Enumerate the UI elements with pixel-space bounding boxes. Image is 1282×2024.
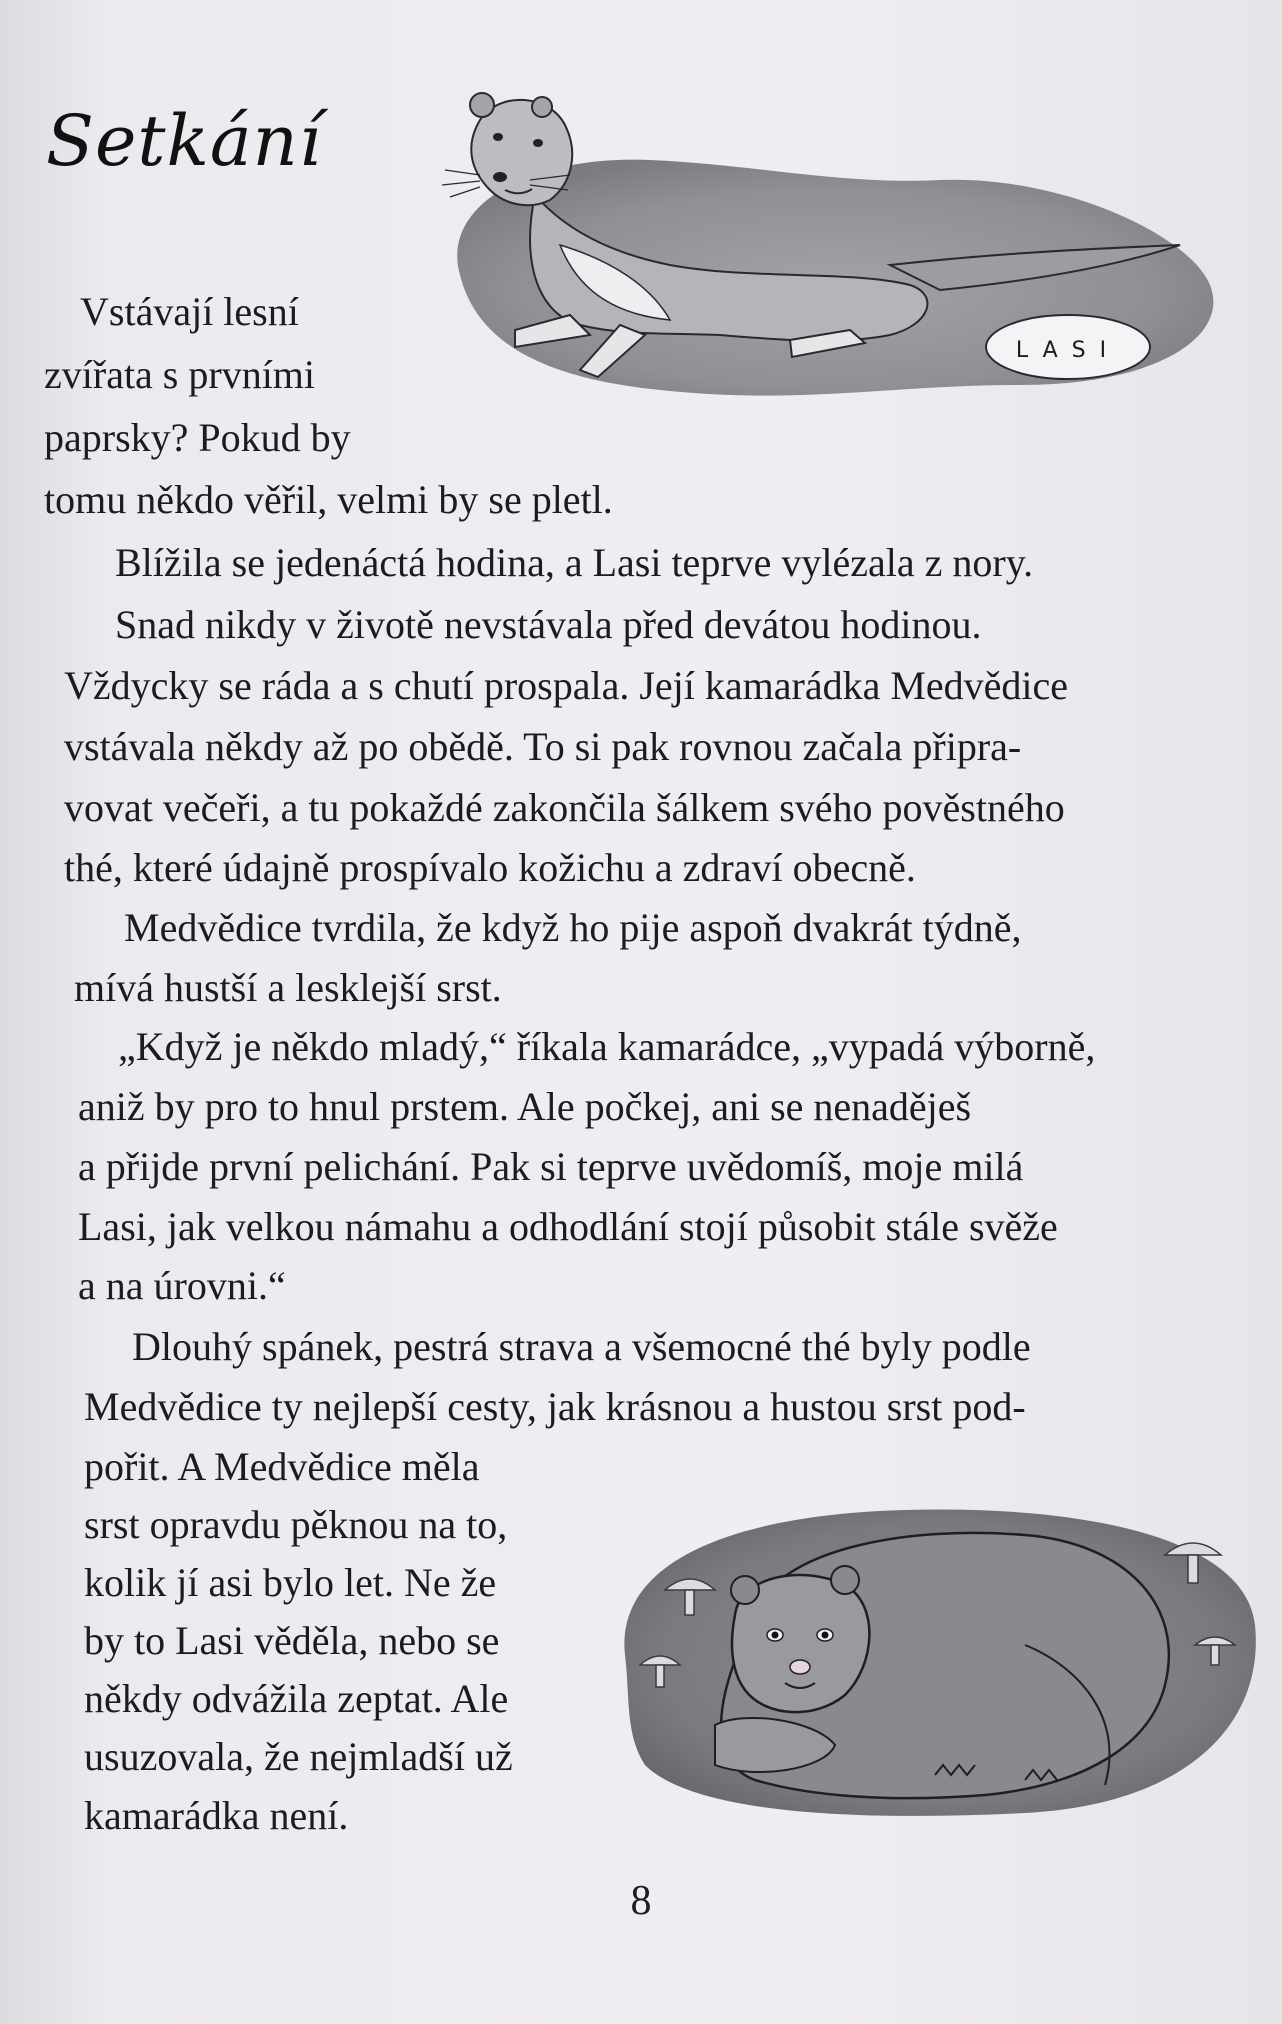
text-line: Dlouhý spánek, pestrá strava a všemocné thé byly podle [132, 1324, 1031, 1369]
text-line: thé, které údajně prospívalo kožichu a zdraví obecně. [64, 845, 916, 890]
text-line: kamarádka není. [84, 1793, 349, 1838]
text-line: Lasi, jak velkou námahu a odhodlání stojí působit stále svěže [78, 1204, 1058, 1249]
text-line: Medvědice ty nejlepší cesty, jak krásnou a hustou srst pod- [84, 1384, 1026, 1429]
text-line: Vždycky se ráda a s chutí prospala. Její kamarádka Medvědice [64, 663, 1069, 708]
text-line: a na úrovni.“ [78, 1263, 286, 1308]
text-line: Medvědice tvrdila, že když ho pije aspoň dvakrát týdně, [124, 905, 1022, 950]
chapter-title: Setkání [46, 100, 323, 182]
text-line: mívá hustší a lesklejší srst. [74, 965, 502, 1010]
page-number: 8 [630, 1878, 652, 1924]
text-line: vovat večeři, a tu pokaždé zakončila šálkem svého pověstného [64, 785, 1065, 830]
bear-illustration [605, 1495, 1260, 1825]
text-line: Vstávají lesní [80, 289, 299, 334]
text-line: tomu někdo věřil, velmi by se pletl. [44, 477, 613, 522]
text-line: zvířata s prvními [44, 352, 316, 397]
weasel-illustration [420, 85, 1230, 415]
text-line: Blížila se jedenáctá hodina, a Lasi teprve vylézala z nory. [115, 540, 1034, 585]
text-line: srst opravdu pěknou na to, [84, 1502, 508, 1547]
text-line: paprsky? Pokud by [44, 415, 351, 460]
text-line: usuzovala, že nejmladší už [84, 1734, 513, 1779]
text-line: „Když je někdo mladý,“ říkala kamarádce, „vypadá výborně, [118, 1024, 1096, 1069]
text-line: a přijde první pelichání. Pak si teprve uvědomíš, moje milá [78, 1144, 1024, 1189]
text-line: někdy odvážila zeptat. Ale [84, 1676, 509, 1721]
text-line: pořit. A Medvědice měla [84, 1444, 480, 1489]
text-line: vstávala někdy až po obědě. To si pak rovnou začala připra- [64, 724, 1022, 769]
weasel-label: LASI [1015, 338, 1121, 363]
text-line: Snad nikdy v životě nevstávala před devátou hodinou. [115, 602, 982, 647]
text-line: by to Lasi věděla, nebo se [84, 1618, 500, 1663]
text-line: aniž by pro to hnul prstem. Ale počkej, ani se nenaděješ [78, 1084, 972, 1129]
text-line: kolik jí asi bylo let. Ne že [84, 1560, 497, 1605]
